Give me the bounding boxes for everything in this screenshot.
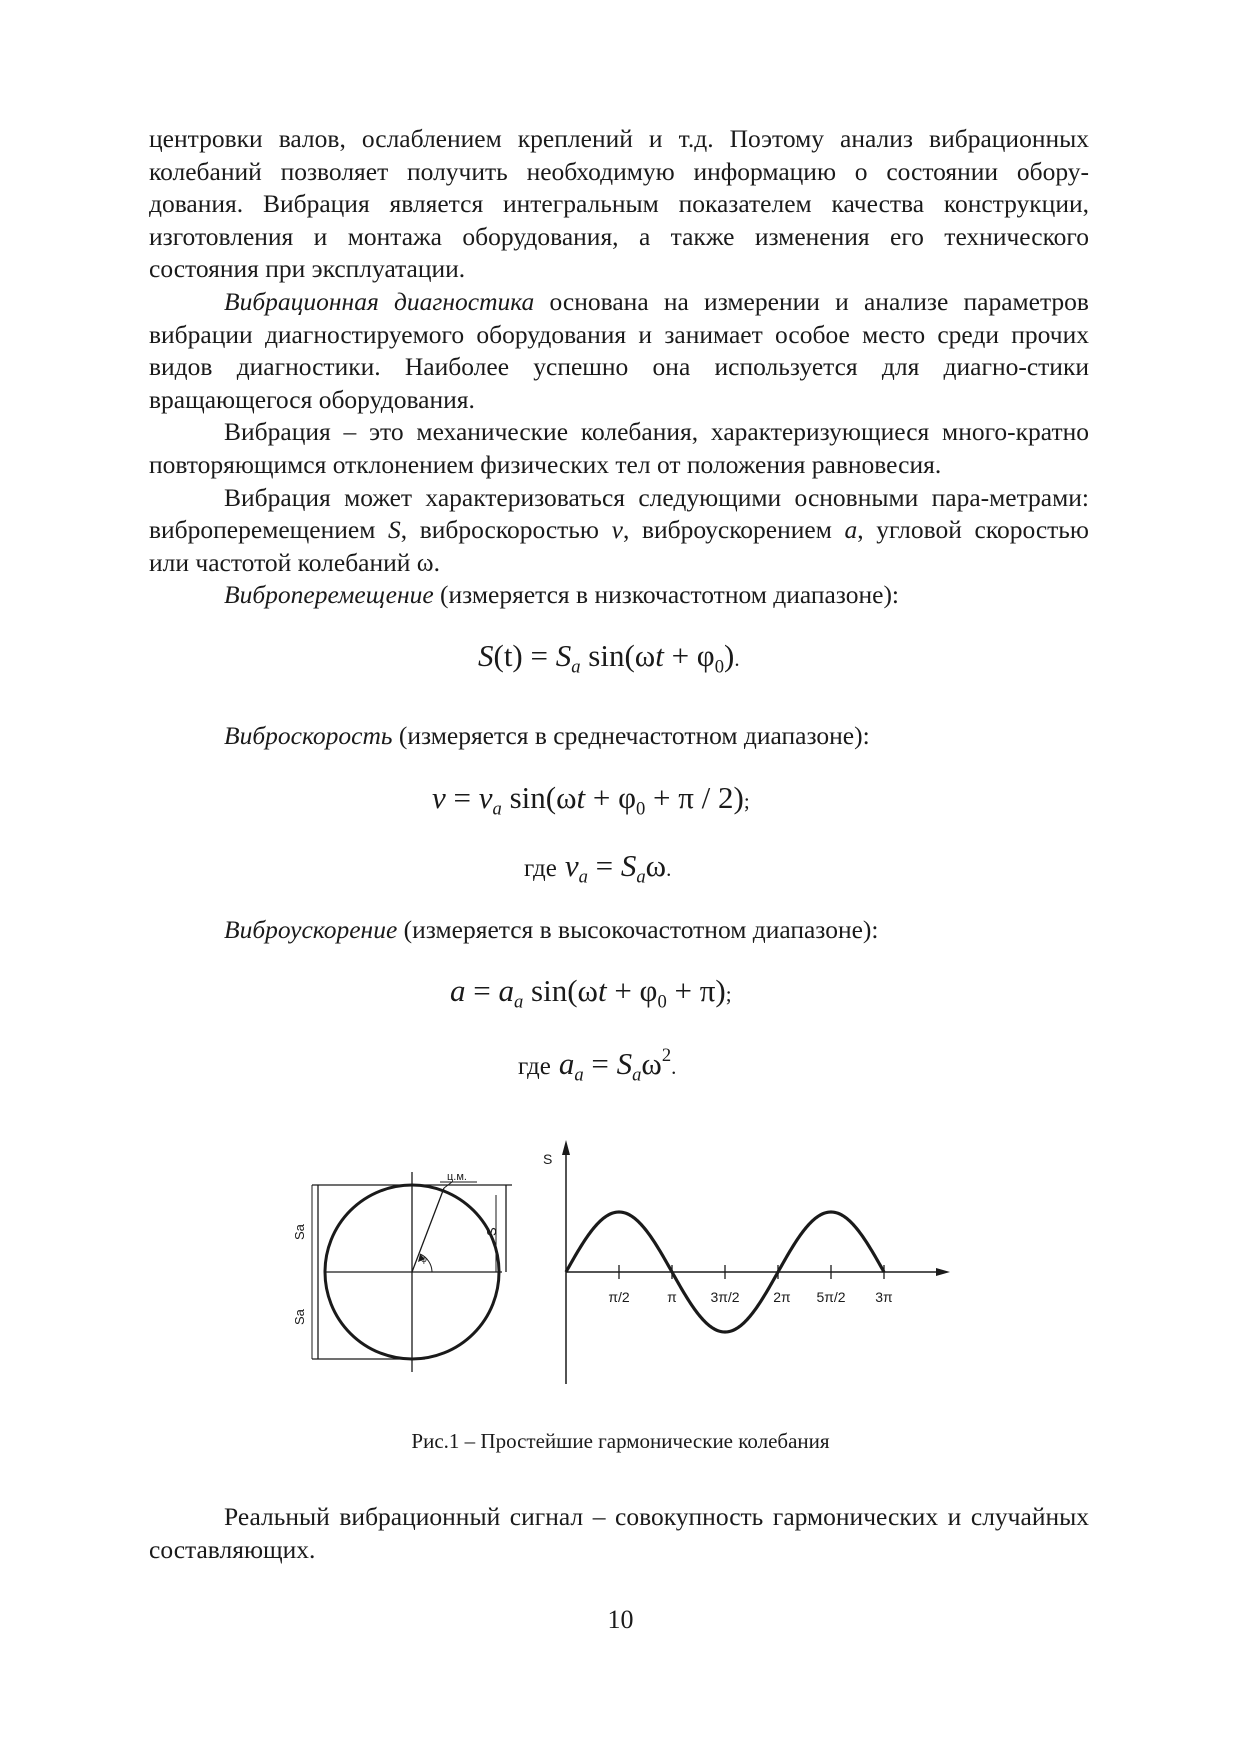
f2-sub0: 0 [635,798,646,820]
term-velocity: Виброскорость [224,721,393,750]
paragraph-8: Реальный вибрационный сигнал – совокупность гармонических и случайных составляющих. [149,1502,1089,1564]
f4-eq: = [465,973,499,1008]
paragraph-7-rest: (измеряется в высокочастотном диапазоне): [397,915,879,944]
s-axis-label: S [543,1151,553,1167]
f3-eq: = [587,848,621,883]
f2-sub: a [492,798,502,820]
s-label: S [484,1227,499,1236]
figure-caption: Рис.1 – Простейшие гармонические колебания [411,1429,830,1453]
f5-eq: = [583,1046,617,1082]
f4-a: a [450,973,466,1008]
term-vibration-diagnostics: Вибрационная диагностика [224,286,535,316]
f3-va: v [564,848,579,883]
page-number: 10 [607,1605,634,1634]
p4-var-a: a [844,515,858,545]
tick-label: 3π/2 [710,1289,740,1305]
f1-t: t [655,638,664,673]
f2-t: t [576,780,586,815]
f5-gde: где [518,1053,551,1081]
p4-text-b: , виброскоростью [400,515,612,545]
f2-va: v [478,780,493,815]
sa-bottom-label: Sa [292,1309,307,1325]
sine-plot [562,1140,950,1384]
f1-plus: + φ [663,638,715,673]
paragraph-5-rest: (измеряется в низкочастотном диапазоне): [433,580,900,610]
p4-text-d: , угловой скоростью или частотой колебаний ω. [149,515,1089,577]
f3-s: S [620,848,637,883]
f2-v: v [432,780,446,815]
term-displacement: Виброперемещение [224,580,434,610]
f1-sin: sin(ω [580,638,656,673]
f2-end: ; [743,789,750,813]
f2-eq: = [445,780,479,815]
f1-arg: (t) [493,638,523,673]
tick-label: 3π [875,1289,893,1305]
term-acceleration: Виброускорение [224,915,398,944]
tick-label: π/2 [608,1289,630,1305]
f3-sub: a [578,866,588,888]
phi-label: φ [421,1254,427,1264]
f1-sub: a [571,656,581,678]
time-axis-arrow [936,1268,950,1276]
f3-w: ω [645,848,667,883]
f4-tail: + π) [666,973,726,1008]
radius-line [412,1188,444,1272]
paragraph-3: Вибрация – это механические колебания, характеризующиеся много-кратно повторяющимся отклонением физических тел от положения равновесия. [149,417,1089,479]
f4-plus: + φ [606,973,658,1008]
tick-group [608,1265,893,1305]
f3-gde: где [524,855,557,882]
f1-sub0: 0 [714,656,724,678]
f1-eq: = [522,638,556,673]
f2-sin: sin(ω [501,780,577,815]
f4-t: t [597,973,607,1008]
f4-end: ; [725,982,732,1006]
f4-sub: a [513,991,524,1013]
p4-text-c: , виброускорением [622,515,845,545]
f2-tail: + π / 2) [645,780,744,815]
f5-s: S [616,1046,633,1082]
f3-end: . [666,857,672,881]
paragraph-1: центровки валов, ослаблением креплений и т.д. Поэтому анализ вибрационных колебаний позволяет получить необходимую информацию о состоянии обору-дования. Вибрация является интегральным показателем качества конструкции, изготовления и монтажа оборудования, а также изменения его технического состояния при эксплуатации. [149,124,1089,284]
f1-close: ) [724,638,735,673]
p4-text-a: Вибрация может характеризоваться следующими основными пара-метрами: виброперемещением [149,482,1089,545]
f1-s: S [555,638,572,673]
sa-top-label: Sa [292,1224,307,1240]
paragraph-2-rest: основана на измерении и анализе параметров вибрации диагностируемого оборудования и занимает особое место среди прочих видов диагностики. Наиболее успешно она используется для диагно-стики вращающегося оборудования. [149,286,1089,414]
s-axis-arrow [562,1140,570,1155]
body-text-bottom [149,1500,1089,1566]
paragraph-6-rest: (измеряется в среднечастотном диапазоне): [392,721,870,750]
f2-plus: + φ [585,780,636,815]
f5-aa: a [558,1046,575,1082]
f4-sin: sin(ω [523,973,598,1008]
p4-var-v: v [611,515,623,545]
f5-end: . [671,1055,677,1080]
f1-end: . [734,647,740,671]
f4-aa: a [498,973,514,1008]
f5-sup: 2 [661,1045,672,1066]
f1-lhs: S [478,638,494,673]
tick-label: 2π [773,1289,791,1305]
f3-sub2: a [636,866,646,888]
p4-var-s: S [387,515,401,545]
tick-label: π [667,1289,677,1305]
f5-w: ω [641,1046,662,1082]
f4-sub0: 0 [657,991,667,1013]
tick-label: 5π/2 [816,1289,846,1305]
f5-sub2: a [632,1064,642,1086]
f5-sub: a [574,1064,584,1086]
cm-label: ц.м. [447,1171,467,1183]
circle-diagram [312,1172,512,1372]
